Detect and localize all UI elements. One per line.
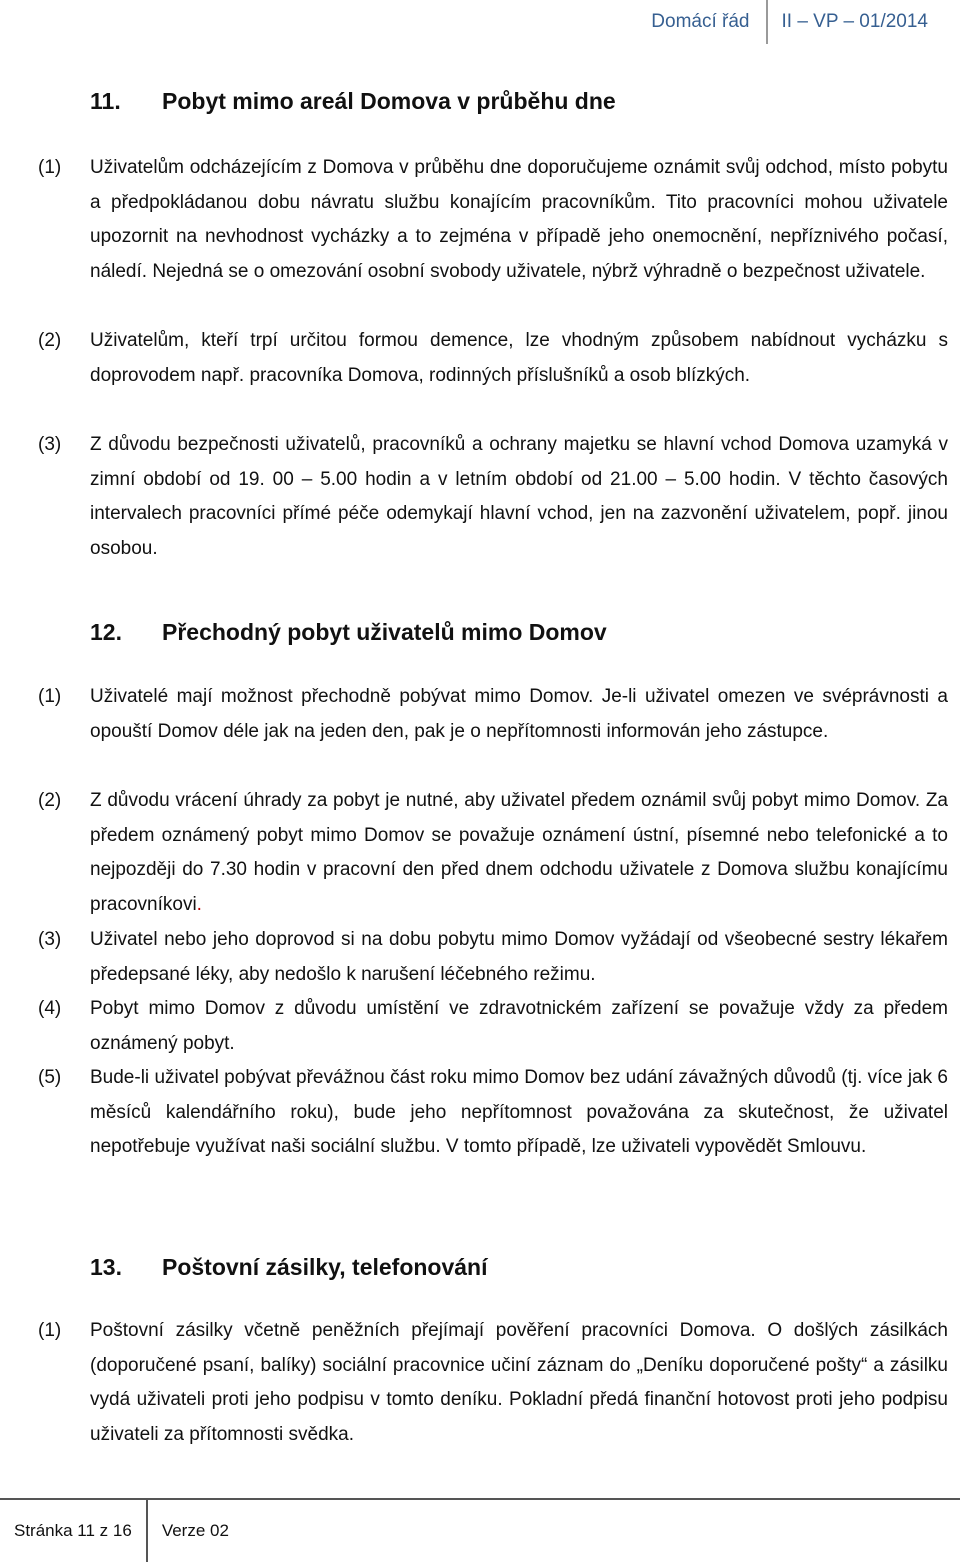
section-title: [90, 88, 616, 115]
document-code: II – VP – 01/2014: [768, 11, 960, 33]
paragraph: [38, 324, 948, 393]
paragraph: [38, 992, 948, 1061]
paragraph-index: (4): [38, 992, 90, 1027]
section-number: 12.: [90, 619, 162, 646]
paragraph: [38, 784, 948, 922]
red-period: .: [197, 894, 202, 915]
paragraph-text: Uživatelé mají možnost přechodně pobývat mimo Domov. Je-li uživatel omezen ve svéprávnosti a opouští Domov déle jak na jeden den, pak je o nepřítomnosti informován jeho zástupce.: [90, 680, 948, 749]
version-label: Verze 02: [148, 1521, 243, 1541]
section-number: 11.: [90, 88, 162, 115]
paragraph-index: (1): [38, 680, 90, 715]
paragraph: [38, 1314, 948, 1452]
paragraph-index: (5): [38, 1061, 90, 1096]
paragraph-text: Uživatelům odcházejícím z Domova v průběhu dne doporučujeme oznámit svůj odchod, místo pobytu a předpokládanou dobu návratu službu konajícím pracovníkům. Tito pracovníci mohou uživatele upozornit na nevhodnost vycházky a to zejména v případě jeho onemocnění, nepříznivého počasí, náledí. Nejedná se o omezování osobní svobody uživatele, nýbrž výhradně o bezpečnost uživatele.: [90, 151, 948, 289]
paragraph: [38, 680, 948, 749]
paragraph-index: (1): [38, 1314, 90, 1349]
paragraph-index: (3): [38, 428, 90, 463]
paragraph-index: (2): [38, 784, 90, 819]
paragraph-text: Z důvodu bezpečnosti uživatelů, pracovníků a ochrany majetku se hlavní vchod Domova uzamyká v zimní období od 19. 00 – 5.00 hodin a v letním období od 21.00 – 5.00 hodin. V těchto časových intervalech pracovníci přímé péče odemykají hlavní vchod, jen na zazvonění uživatelem, popř. jinou osobou.: [90, 428, 948, 566]
paragraph-index: (2): [38, 324, 90, 359]
paragraph-text: Poštovní zásilky včetně peněžních přejímají pověření pracovníci Domova. O došlých zásilkách (doporučené psaní, balíky) sociální pracovnice učiní záznam do „Deníku doporučené pošty“ a zásilku vydá uživateli proti jeho podpisu v tomto deníku. Pokladní předá finanční hotovost proti jeho podpisu uživateli za přítomnosti svědka.: [90, 1314, 948, 1452]
section-heading: Pobyt mimo areál Domova v průběhu dne: [162, 88, 616, 114]
paragraph-text: Pobyt mimo Domov z důvodu umístění ve zdravotnickém zařízení se považuje vždy za předem oznámený pobyt.: [90, 992, 948, 1061]
paragraph: [38, 428, 948, 566]
paragraph-text: Z důvodu vrácení úhrady za pobyt je nutné, aby uživatel předem oznámil svůj pobyt mimo Domov. Za předem oznámený pobyt mimo Domov se považuje oznámení ústní, písemné nebo telefonické a to nejpozději do 7.30 hodin v pracovní den před dnem odchodu uživatele z Domova službu konajícímu pracovníkovi: [90, 790, 948, 915]
section-heading: Poštovní zásilky, telefonování: [162, 1254, 488, 1280]
paragraph-text: Bude-li uživatel pobývat převážnou část roku mimo Domov bez udání závažných důvodů (tj. více jak 6 měsíců kalendářního roku), bude jeho nepřítomnost považována za skutečnost, že uživatel nepotřebuje využívat naši sociální službu. V tomto případě, lze uživateli vypovědět Smlouvu.: [90, 1061, 948, 1165]
page-header: [651, 0, 960, 44]
paragraph: [38, 1061, 948, 1165]
paragraph-text: Uživatelům, kteří trpí určitou formou demence, lze vhodným způsobem nabídnout vycházku s doprovodem např. pracovníka Domova, rodinných příslušníků a osob blízkých.: [90, 324, 948, 393]
section-number: 13.: [90, 1254, 162, 1281]
document-name: Domácí řád: [651, 11, 765, 33]
paragraph-index: (3): [38, 923, 90, 958]
paragraph: [38, 151, 948, 289]
page-number: Stránka 11 z 16: [0, 1521, 146, 1541]
section-heading: Přechodný pobyt uživatelů mimo Domov: [162, 619, 607, 645]
paragraph-index: (1): [38, 151, 90, 186]
section-title: [90, 1254, 488, 1281]
page-footer: [0, 1498, 960, 1562]
section-title: [90, 619, 607, 646]
paragraph-text: Uživatel nebo jeho doprovod si na dobu pobytu mimo Domov vyžádají od všeobecné sestry lékařem předepsané léky, aby nedošlo k narušení léčebného režimu.: [90, 923, 948, 992]
paragraph: [38, 923, 948, 992]
